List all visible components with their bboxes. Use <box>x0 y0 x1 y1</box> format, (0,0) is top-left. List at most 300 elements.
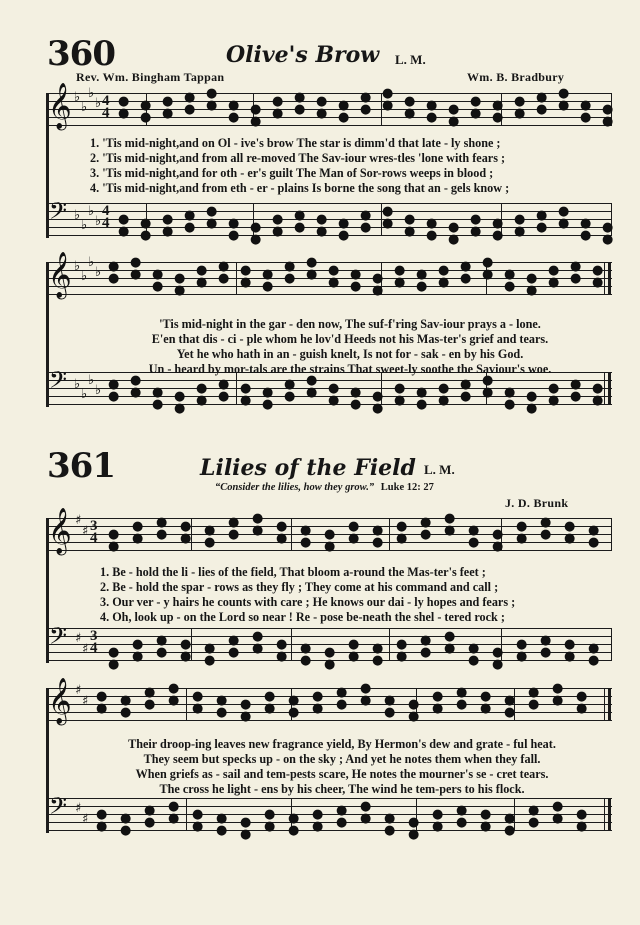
composer-credit: J. D. Brunk <box>505 496 569 510</box>
note-head: ● <box>180 649 192 664</box>
note-head: ● <box>206 98 218 113</box>
note-head: ● <box>470 224 482 239</box>
note-head: ● <box>324 645 336 660</box>
note-head: ● <box>338 228 350 243</box>
note-head: ● <box>540 515 552 530</box>
note-head: ● <box>448 232 460 247</box>
note-head: ● <box>162 212 174 227</box>
refrain-line: Yet he who hath in an - guish knelt, Is not for - sak - en by his God. <box>176 347 524 361</box>
note-head: ● <box>168 681 180 696</box>
note-head: ● <box>492 645 504 660</box>
note-head: ● <box>216 823 228 838</box>
note-head: ● <box>240 827 252 842</box>
note-head: ● <box>426 98 438 113</box>
flat-icon: ♭ <box>81 100 88 115</box>
note-head: ● <box>570 377 582 392</box>
note-head: ● <box>228 527 240 542</box>
note-head: ● <box>426 216 438 231</box>
note-head: ● <box>602 102 614 117</box>
note-head: ● <box>580 98 592 113</box>
note-head: ● <box>262 397 274 412</box>
hymn-meter: L. M. <box>395 52 426 67</box>
note-head: ● <box>300 523 312 538</box>
note-head: ● <box>504 811 516 826</box>
note-head: ● <box>394 275 406 290</box>
note-head: ● <box>514 212 526 227</box>
note-head: ● <box>156 633 168 648</box>
note-head: ● <box>306 267 318 282</box>
note-head: ● <box>156 515 168 530</box>
note-head: ● <box>152 267 164 282</box>
verse-lyrics <box>100 565 515 625</box>
note-head: ● <box>132 637 144 652</box>
note-head: ● <box>184 90 196 105</box>
note-head: ● <box>118 94 130 109</box>
note-head: ● <box>276 637 288 652</box>
note-head: ● <box>294 90 306 105</box>
note-head: ● <box>372 535 384 550</box>
note-head: ● <box>96 807 108 822</box>
note-head: ● <box>396 519 408 534</box>
sharp-icon: ♯ <box>82 642 89 657</box>
note-head: ● <box>120 811 132 826</box>
note-head: ● <box>192 701 204 716</box>
note-head: ● <box>284 377 296 392</box>
note-head: ● <box>548 393 560 408</box>
flat-icon: ♭ <box>81 387 88 402</box>
note-head: ● <box>108 645 120 660</box>
note-head: ● <box>372 271 384 286</box>
flat-icon: ♭ <box>88 204 95 219</box>
note-head: ● <box>360 208 372 223</box>
note-head: ● <box>218 259 230 274</box>
note-head: ● <box>448 114 460 129</box>
note-head: ● <box>480 701 492 716</box>
note-head: ● <box>552 811 564 826</box>
note-head: ● <box>420 515 432 530</box>
note-head: ● <box>394 381 406 396</box>
note-head: ● <box>372 523 384 538</box>
note-head: ● <box>180 519 192 534</box>
note-head: ● <box>408 709 420 724</box>
note-head: ● <box>526 401 538 416</box>
note-head: ● <box>204 641 216 656</box>
flat-icon: ♭ <box>81 269 88 284</box>
note-head: ● <box>196 275 208 290</box>
note-head: ● <box>240 393 252 408</box>
note-head: ● <box>360 90 372 105</box>
note-head: ● <box>218 377 230 392</box>
refrain-lyrics <box>96 317 604 377</box>
note-head: ● <box>360 693 372 708</box>
note-head: ● <box>480 807 492 822</box>
note-head: ● <box>240 697 252 712</box>
note-head: ● <box>492 657 504 672</box>
note-head: ● <box>140 216 152 231</box>
hymn-number: 361 <box>47 446 115 486</box>
refrain-line: Un - heard by mor-tals are the strains That sweet-ly soothe the Saviour's woe. <box>148 362 552 376</box>
author-credit: Rev. Wm. Bingham Tappan <box>76 70 225 84</box>
note-head: ● <box>444 641 456 656</box>
note-head: ● <box>252 641 264 656</box>
note-head: ● <box>174 283 186 298</box>
note-head: ● <box>108 271 120 286</box>
note-head: ● <box>350 267 362 282</box>
refrain-line: When griefs as - sail and tem-pests scare, He notes the mourner's se - cret tears. <box>135 767 549 781</box>
refrain-line: The cross he light - ens by his cheer, The wind he tem-pers to his flock. <box>159 782 525 796</box>
refrain-line: Their droop-ing leaves new fragrance yield, By Hermon's dew and grate - ful heat. <box>128 737 556 751</box>
note-head: ● <box>240 275 252 290</box>
note-head: ● <box>480 689 492 704</box>
bass-clef-icon: 𝄢 <box>49 792 68 825</box>
note-head: ● <box>514 94 526 109</box>
note-head: ● <box>216 811 228 826</box>
note-head: ● <box>312 819 324 834</box>
note-head: ● <box>564 649 576 664</box>
note-head: ● <box>108 539 120 554</box>
note-head: ● <box>536 208 548 223</box>
note-head: ● <box>316 94 328 109</box>
flat-icon: ♭ <box>88 373 95 388</box>
note-head: ● <box>156 645 168 660</box>
note-head: ● <box>460 259 472 274</box>
note-head: ● <box>372 401 384 416</box>
note-head: ● <box>288 823 300 838</box>
note-head: ● <box>196 393 208 408</box>
flat-icon: ♭ <box>74 208 81 223</box>
note-head: ● <box>284 259 296 274</box>
hymn-number: 360 <box>47 34 115 74</box>
note-head: ● <box>548 275 560 290</box>
note-head: ● <box>504 823 516 838</box>
note-head: ● <box>564 637 576 652</box>
note-head: ● <box>588 641 600 656</box>
flat-icon: ♭ <box>74 377 81 392</box>
note-head: ● <box>132 519 144 534</box>
note-head: ● <box>300 535 312 550</box>
verse-line: 1. 'Tis mid-night,and on Ol - ive's brow The star is dimm'd that late - ly shone ; <box>90 136 501 150</box>
note-head: ● <box>262 267 274 282</box>
note-head: ● <box>152 385 164 400</box>
note-head: ● <box>316 224 328 239</box>
note-head: ● <box>118 224 130 239</box>
note-head: ● <box>420 527 432 542</box>
note-head: ● <box>228 645 240 660</box>
note-head: ● <box>348 519 360 534</box>
note-head: ● <box>316 212 328 227</box>
note-head: ● <box>192 807 204 822</box>
note-head: ● <box>228 98 240 113</box>
note-head: ● <box>228 110 240 125</box>
note-head: ● <box>570 389 582 404</box>
note-head: ● <box>250 232 262 247</box>
refrain-line: 'Tis mid-night in the gar - den now, The suf-f'ring Sav-iour prays a - lone. <box>159 317 541 331</box>
note-head: ● <box>240 815 252 830</box>
note-head: ● <box>404 224 416 239</box>
note-head: ● <box>552 681 564 696</box>
note-head: ● <box>526 283 538 298</box>
note-head: ● <box>558 216 570 231</box>
note-head: ● <box>162 106 174 121</box>
note-head: ● <box>576 807 588 822</box>
note-head: ● <box>132 649 144 664</box>
note-head: ● <box>284 389 296 404</box>
note-head: ● <box>130 255 142 270</box>
note-head: ● <box>444 511 456 526</box>
note-head: ● <box>456 803 468 818</box>
note-head: ● <box>482 373 494 388</box>
note-head: ● <box>438 263 450 278</box>
note-head: ● <box>516 649 528 664</box>
system-1 <box>46 83 614 248</box>
note-head: ● <box>152 397 164 412</box>
note-head: ● <box>144 803 156 818</box>
note-head: ● <box>384 823 396 838</box>
sharp-icon: ♯ <box>82 694 89 709</box>
verse-line: 1. Be - hold the li - lies of the field, That bloom a-round the Mas-ter's feet ; <box>100 565 486 579</box>
flat-icon: ♭ <box>88 86 95 101</box>
note-head: ● <box>592 393 604 408</box>
note-head: ● <box>360 681 372 696</box>
sharp-icon: ♯ <box>82 524 89 539</box>
note-head: ● <box>360 220 372 235</box>
note-head: ● <box>336 803 348 818</box>
time-signature: 4 4 <box>102 203 110 231</box>
note-head: ● <box>528 697 540 712</box>
note-head: ● <box>468 523 480 538</box>
note-head: ● <box>350 397 362 412</box>
note-head: ● <box>192 689 204 704</box>
note-head: ● <box>444 523 456 538</box>
note-head: ● <box>264 701 276 716</box>
note-head: ● <box>206 204 218 219</box>
note-head: ● <box>144 697 156 712</box>
note-head: ● <box>204 535 216 550</box>
flat-icon: ♭ <box>74 90 81 105</box>
note-head: ● <box>96 701 108 716</box>
note-head: ● <box>168 693 180 708</box>
note-head: ● <box>408 815 420 830</box>
note-head: ● <box>284 271 296 286</box>
note-head: ● <box>548 263 560 278</box>
verse-lyrics <box>90 136 509 196</box>
note-head: ● <box>580 110 592 125</box>
note-head: ● <box>338 216 350 231</box>
sharp-icon: ♯ <box>82 812 89 827</box>
note-head: ● <box>108 389 120 404</box>
note-head: ● <box>174 401 186 416</box>
note-head: ● <box>294 102 306 117</box>
note-head: ● <box>528 685 540 700</box>
note-head: ● <box>382 98 394 113</box>
note-head: ● <box>416 267 428 282</box>
note-head: ● <box>432 689 444 704</box>
note-head: ● <box>504 385 516 400</box>
note-head: ● <box>492 110 504 125</box>
time-signature: 4 4 <box>102 93 110 121</box>
note-head: ● <box>468 653 480 668</box>
hymn-meter: L. M. <box>424 462 455 477</box>
refrain-line: E'en that dis - ci - ple whom he lov'd Heeds not his Mas-ter's grief and tears. <box>151 332 549 346</box>
note-head: ● <box>438 275 450 290</box>
note-head: ● <box>350 279 362 294</box>
note-head: ● <box>570 259 582 274</box>
note-head: ● <box>404 212 416 227</box>
note-head: ● <box>448 102 460 117</box>
note-head: ● <box>336 685 348 700</box>
note-head: ● <box>482 255 494 270</box>
note-head: ● <box>348 531 360 546</box>
note-head: ● <box>250 114 262 129</box>
treble-clef-icon: 𝄞 <box>48 678 72 724</box>
note-head: ● <box>118 106 130 121</box>
note-head: ● <box>552 799 564 814</box>
note-head: ● <box>372 653 384 668</box>
note-head: ● <box>468 535 480 550</box>
note-head: ● <box>144 815 156 830</box>
note-head: ● <box>470 94 482 109</box>
note-head: ● <box>272 106 284 121</box>
note-head: ● <box>264 689 276 704</box>
treble-clef-icon: 𝄞 <box>48 83 72 129</box>
note-head: ● <box>404 106 416 121</box>
note-head: ● <box>328 263 340 278</box>
note-head: ● <box>492 216 504 231</box>
note-head: ● <box>576 819 588 834</box>
note-head: ● <box>338 110 350 125</box>
note-head: ● <box>460 271 472 286</box>
note-head: ● <box>328 275 340 290</box>
note-head: ● <box>288 811 300 826</box>
note-head: ● <box>250 102 262 117</box>
note-head: ● <box>372 389 384 404</box>
flat-icon: ♭ <box>95 214 102 229</box>
verse-line: 3. Our ver - y hairs he counts with care ; He knows our dai - ly hopes and fears ; <box>100 595 516 609</box>
note-head: ● <box>448 220 460 235</box>
note-head: ● <box>416 279 428 294</box>
note-head: ● <box>394 393 406 408</box>
note-head: ● <box>252 511 264 526</box>
verse-line: 3. 'Tis mid-night,and for oth - er's guilt The Man of Sor-rows weeps in blood ; <box>90 166 494 180</box>
treble-clef-icon: 𝄞 <box>48 252 72 298</box>
note-head: ● <box>580 228 592 243</box>
note-head: ● <box>504 279 516 294</box>
note-head: ● <box>396 649 408 664</box>
note-head: ● <box>250 220 262 235</box>
note-head: ● <box>168 799 180 814</box>
note-head: ● <box>162 224 174 239</box>
system-2 <box>46 252 612 417</box>
note-head: ● <box>276 531 288 546</box>
note-head: ● <box>536 90 548 105</box>
note-head: ● <box>184 102 196 117</box>
note-head: ● <box>602 114 614 129</box>
refrain-lyrics <box>82 737 602 797</box>
note-head: ● <box>336 815 348 830</box>
note-head: ● <box>240 381 252 396</box>
note-head: ● <box>306 373 318 388</box>
note-head: ● <box>130 373 142 388</box>
note-head: ● <box>382 216 394 231</box>
note-head: ● <box>120 705 132 720</box>
note-head: ● <box>536 220 548 235</box>
flat-icon: ♭ <box>95 383 102 398</box>
verse-line: 2. Be - hold the spar - rows as they fly ; They come at his command and call ; <box>100 580 499 594</box>
note-head: ● <box>184 220 196 235</box>
note-head: ● <box>470 212 482 227</box>
verse-line: 2. 'Tis mid-night,and from all re-moved The Sav-iour wres-tles 'lone with fears ; <box>90 151 506 165</box>
note-head: ● <box>108 377 120 392</box>
note-head: ● <box>96 819 108 834</box>
note-head: ● <box>540 633 552 648</box>
note-head: ● <box>264 807 276 822</box>
note-head: ● <box>438 393 450 408</box>
note-head: ● <box>570 271 582 286</box>
note-head: ● <box>140 228 152 243</box>
note-head: ● <box>228 228 240 243</box>
note-head: ● <box>240 709 252 724</box>
note-head: ● <box>120 693 132 708</box>
note-head: ● <box>196 263 208 278</box>
note-head: ● <box>276 519 288 534</box>
note-head: ● <box>592 381 604 396</box>
note-head: ● <box>240 263 252 278</box>
note-head: ● <box>432 701 444 716</box>
note-head: ● <box>432 819 444 834</box>
note-head: ● <box>118 212 130 227</box>
note-head: ● <box>460 377 472 392</box>
note-head: ● <box>426 228 438 243</box>
note-head: ● <box>514 106 526 121</box>
flat-icon: ♭ <box>88 255 95 270</box>
system-3 <box>46 508 612 673</box>
note-head: ● <box>300 653 312 668</box>
note-head: ● <box>564 519 576 534</box>
note-head: ● <box>218 389 230 404</box>
note-head: ● <box>312 807 324 822</box>
note-head: ● <box>396 637 408 652</box>
note-head: ● <box>482 267 494 282</box>
note-head: ● <box>396 531 408 546</box>
note-head: ● <box>252 629 264 644</box>
note-head: ● <box>168 811 180 826</box>
verse-line: 4. 'Tis mid-night,and from eth - er - plains Is borne the song that an - gels know ; <box>90 181 510 195</box>
note-head: ● <box>548 381 560 396</box>
system-4 <box>46 678 612 843</box>
note-head: ● <box>288 705 300 720</box>
scripture-quote <box>215 482 434 493</box>
note-head: ● <box>470 106 482 121</box>
note-head: ● <box>206 86 218 101</box>
note-head: ● <box>576 689 588 704</box>
flat-icon: ♭ <box>81 218 88 233</box>
note-head: ● <box>184 208 196 223</box>
note-head: ● <box>588 523 600 538</box>
note-head: ● <box>588 535 600 550</box>
note-head: ● <box>324 527 336 542</box>
note-head: ● <box>294 220 306 235</box>
time-signature: 3 4 <box>90 628 98 656</box>
note-head: ● <box>528 815 540 830</box>
verse-line: 4. Oh, look up - on the Lord so near ! Re - pose be-neath the shel - tered rock ; <box>100 610 505 624</box>
note-head: ● <box>580 216 592 231</box>
note-head: ● <box>382 204 394 219</box>
note-head: ● <box>504 705 516 720</box>
note-head: ● <box>456 697 468 712</box>
note-head: ● <box>264 819 276 834</box>
note-head: ● <box>552 693 564 708</box>
note-head: ● <box>262 279 274 294</box>
